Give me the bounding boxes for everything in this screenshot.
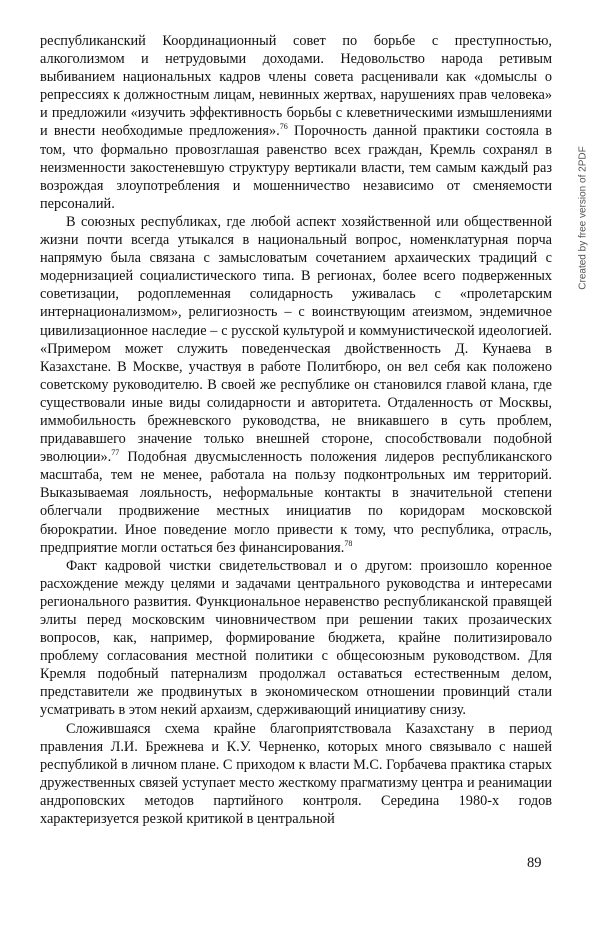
paragraph-1-tail: Порочность данной практики состояла в том, что формально провозглашая равенство всех граждан, Кремль сохранял в неизменности закостеневшую структуру вертикали власти, тем самым каждый раз возрождая злоупотребления и мошенничество независимо от сменяемости персоналий.: [40, 123, 552, 212]
paragraph-2: [40, 213, 552, 557]
paragraph-2-text: В союзных республиках, где любой аспект хозяйственной или общественной жизни почти всегда утыкался в национальный вопрос, номенклатурная порча напрямую была связана с замысловатым сочетанием архаических традиций с модернизацией социалистического типа. В регионах, более всего подверженных советизации, родоплеменная солидарность уживалась с «пролетарским интернационализмом», религиозность – с воинствующим атеизмом, эндемичное цивилизационное наследие – с русской культурой и коммунистической идеологией. «Примером может служить поведенческая двойственность Д. Кунаева в Казахстане. В Москве, участвуя в работе Политбюро, он вел себя как положено советскому руководителю. В своей же республике он становился главой клана, где существовали иные виды солидарности и авторитета. Отдаленность от Москвы, иммобильность брежневского руководства, не вникавшего в суть проблем, придававшего значение только внешней стороне, способствовали подобной эволюции».: [40, 213, 552, 466]
page-body: [40, 32, 552, 828]
footnote-ref-77[interactable]: 77: [111, 448, 120, 458]
paragraph-1: [40, 32, 552, 213]
page-number: 89: [527, 855, 542, 871]
footnote-ref-76[interactable]: 76: [279, 122, 288, 132]
paragraph-2-tail: Подобная двусмысленность положения лидеров республиканского масштаба, тем не менее, работала на пользу подконтрольных им территорий. Выказываемая лояльность, неформальные контакты в значительной степени облегчали продвижение местных инициатив по коридорам московской бюрократии. Иное поведение могло привести к тому, что республика, отрасль, предприятие могли остаться без финансирования.: [40, 449, 552, 556]
paragraph-4-text: Сложившаяся схема крайне благоприятствовала Казахстану в период правления Л.И. Брежнева и К.У. Черненко, которых много связывало с нашей республикой в личном плане. С приходом к власти М.С. Горбачева практика старых дружественных связей уступает место жесткому прагматизму центра и реанимации андроповских методов партийного контроля. Середина 1980-х годов характеризуется резкой критикой в центральной: [40, 720, 552, 828]
paragraph-1-text: республиканский Координационный совет по борьбе с преступностью, алкоголизмом и нетрудовыми доходами. Недовольство народа ретивым выбиванием национальных кадров члены совета расценивали как «домыслы о репрессиях к должностным лицам, невинных жертвах, нарушениях прав человека» и предложили «изучить эффективность борьбы с клеветническими измышлениями и внести необходимые предложения».: [40, 33, 552, 140]
watermark: Created by free version of 2PDF: [577, 146, 589, 290]
paragraph-4: [40, 720, 552, 829]
paragraph-3-text: Факт кадровой чистки свидетельствовал и о другом: произошло коренное расхождение между целями и задачами центрального руководства и интересами регионального развития. Функциональное неравенство республиканской правящей элиты перед московским чиновничеством при решении таких прозаических вопросов, как, например, формирование бюджета, крайне политизировало проблему согласования местной политики с общесоюзным руководством. Для Кремля подобный патернализм продолжал оставаться естественным делом, представители же продвинутых в экономическом отношении провинций стали усматривать в этом некий архаизм, сдерживающий инициативу снизу.: [40, 557, 552, 719]
footnote-ref-78[interactable]: 78: [344, 538, 353, 548]
paragraph-3: [40, 557, 552, 720]
